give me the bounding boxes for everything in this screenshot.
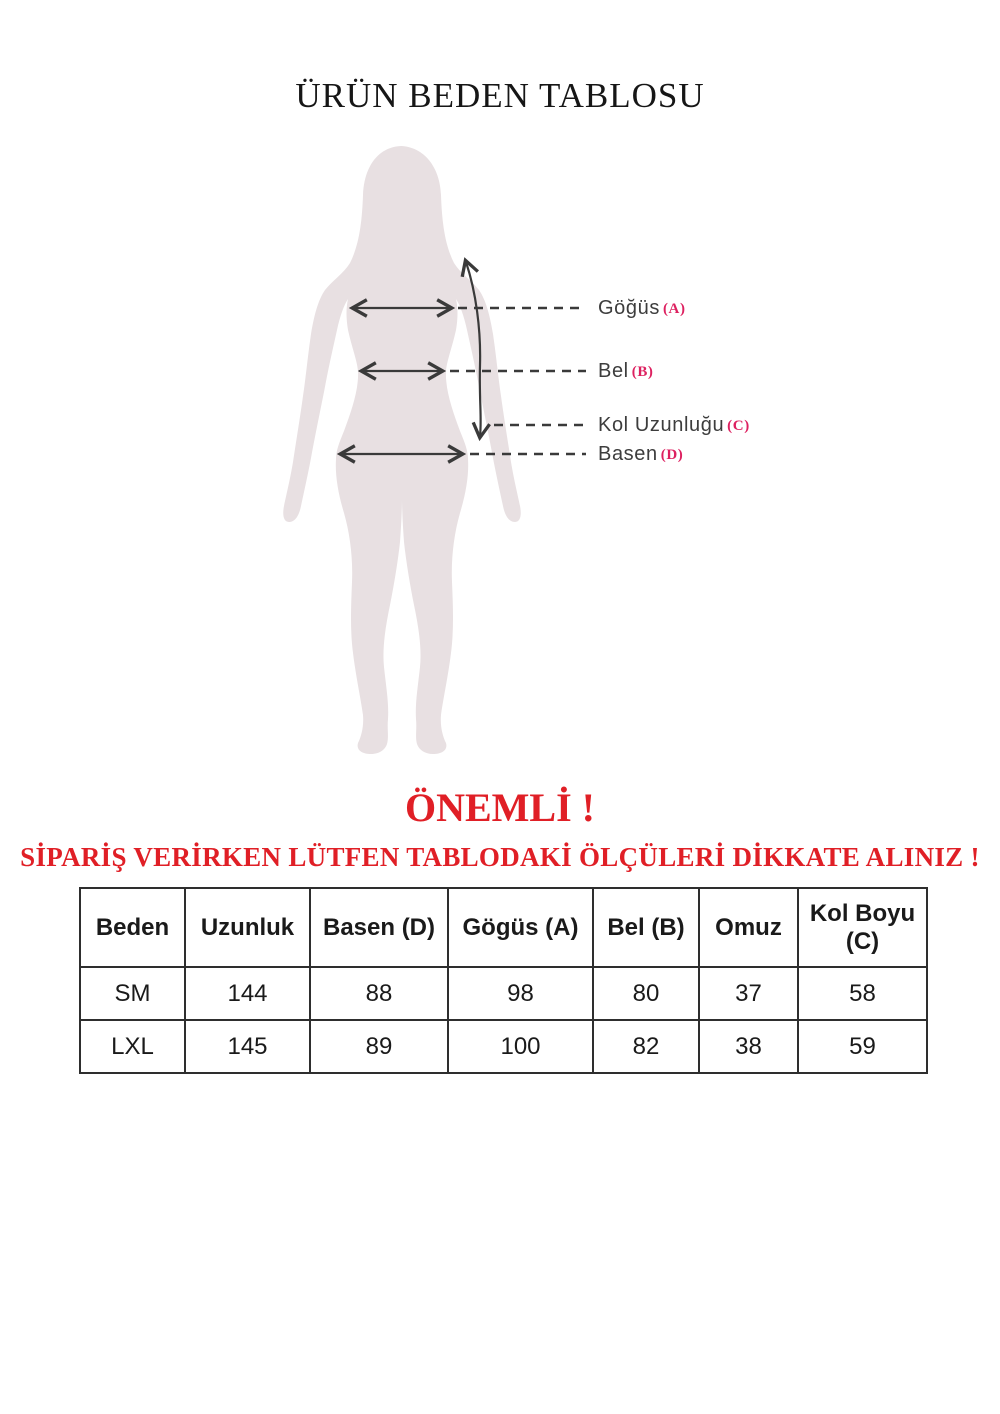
header-omuz: Omuz [699,888,798,967]
lxl-omuz: 38 [699,1020,798,1073]
important-heading: ÖNEMLİ ! [405,785,595,830]
arm-length-label [598,413,750,439]
lxl-beden: LXL [80,1020,185,1073]
sm-gogus: 98 [448,967,593,1020]
chest-label [598,296,686,322]
size-table-header-row [80,888,927,967]
waist-label-text: Bel [598,360,629,382]
lxl-kol-boyu: 59 [798,1020,927,1073]
header-gogus: Gögüs (A) [448,888,593,967]
lxl-basen: 89 [310,1020,448,1073]
arm-length-label-letter: (C) [727,418,750,434]
header-bel: Bel (B) [593,888,699,967]
sm-kol-boyu: 58 [798,967,927,1020]
lxl-uzunluk: 145 [185,1020,310,1073]
female-silhouette-shape [283,146,521,754]
waist-label [598,359,654,385]
table-row-sm [80,967,927,1020]
warning-message: SİPARİŞ VERİRKEN LÜTFEN TABLODAKİ ÖLÇÜLERİ DİKKATE ALINIZ ! [20,842,980,872]
table-row-lxl [80,1020,927,1073]
arm-length-label-text: Kol Uzunluğu [598,414,725,436]
hip-label-text: Basen [598,443,658,465]
hip-label [598,442,683,468]
header-uzunluk: Uzunluk [185,888,310,967]
sm-uzunluk: 144 [185,967,310,1020]
sm-basen: 88 [310,967,448,1020]
chest-label-text: Göğüs [598,297,660,319]
page-title: ÜRÜN BEDEN TABLOSU [295,76,705,115]
sm-omuz: 37 [699,967,798,1020]
header-kol-boyu: Kol Boyu (C) [798,888,927,967]
size-table [79,887,928,1074]
waist-label-letter: (B) [631,364,654,380]
lxl-gogus: 100 [448,1020,593,1073]
sm-beden: SM [80,967,185,1020]
lxl-bel: 82 [593,1020,699,1073]
hip-label-letter: (D) [660,447,684,463]
chest-label-letter: (A) [662,301,686,317]
sm-bel: 80 [593,967,699,1020]
header-beden: Beden [80,888,185,967]
header-basen: Basen (D) [310,888,448,967]
